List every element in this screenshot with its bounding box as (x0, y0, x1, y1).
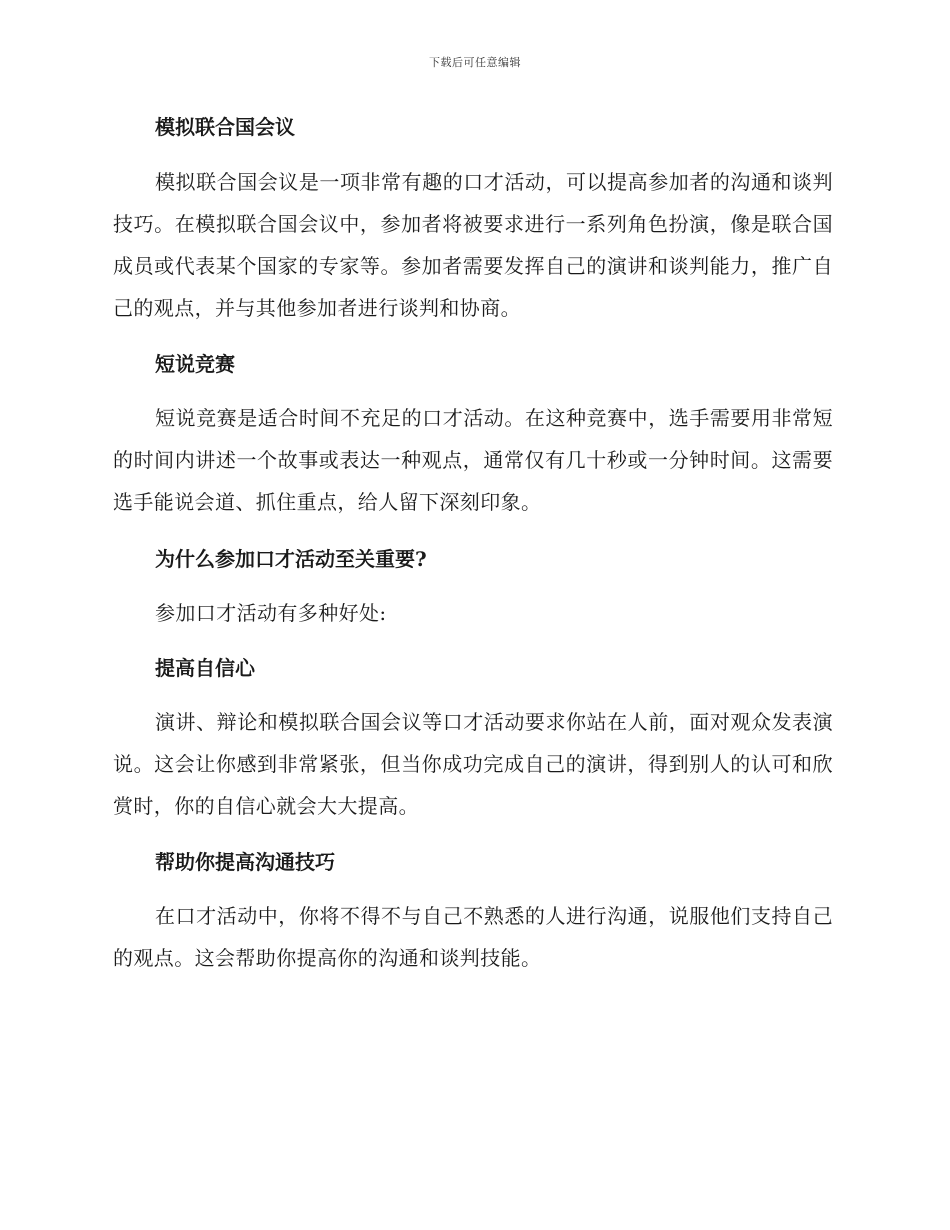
section-heading-why-important: 为什么参加口才活动至关重要? (155, 547, 427, 571)
section-heading-short-speech: 短说竞赛 (155, 352, 235, 376)
section-paragraph-why-important: 参加口才活动有多种好处: (155, 601, 387, 625)
section-paragraph-short-speech: 短说竞赛是适合时间不充足的口才活动。在这种竞赛中，选手需要用非常短的时间内讲述一个故事或表达一种观点，通常仅有几十秒或一分钟时间。这需要选手能说会道、抓住重点，给人留下深刻印象。 (113, 406, 833, 514)
section-heading-communication: 帮助你提高沟通技巧 (155, 850, 335, 874)
section-paragraph-model-un: 模拟联合国会议是一项非常有趣的口才活动，可以提高参加者的沟通和谈判技巧。在模拟联合国会议中，参加者将被要求进行一系列角色扮演，像是联合国成员或代表某个国家的专家等。参加者需要发挥自己的演讲和谈判能力，推广自己的观点，并与其他参加者进行谈判和协商。 (113, 170, 833, 320)
section-paragraph-communication: 在口才活动中，你将不得不与自己不熟悉的人进行沟通，说服他们支持自己的观点。这会帮助你提高你的沟通和谈判技能。 (113, 904, 833, 970)
section-paragraph-confidence: 演讲、辩论和模拟联合国会议等口才活动要求你站在人前，面对观众发表演说。这会让你感到非常紧张，但当你成功完成自己的演讲，得到别人的认可和欣赏时，你的自信心就会大大提高。 (113, 710, 833, 818)
section-heading-model-un: 模拟联合国会议 (155, 115, 295, 139)
page-header-note: 下载后可任意编辑 (429, 56, 521, 69)
section-heading-confidence: 提高自信心 (155, 656, 255, 680)
